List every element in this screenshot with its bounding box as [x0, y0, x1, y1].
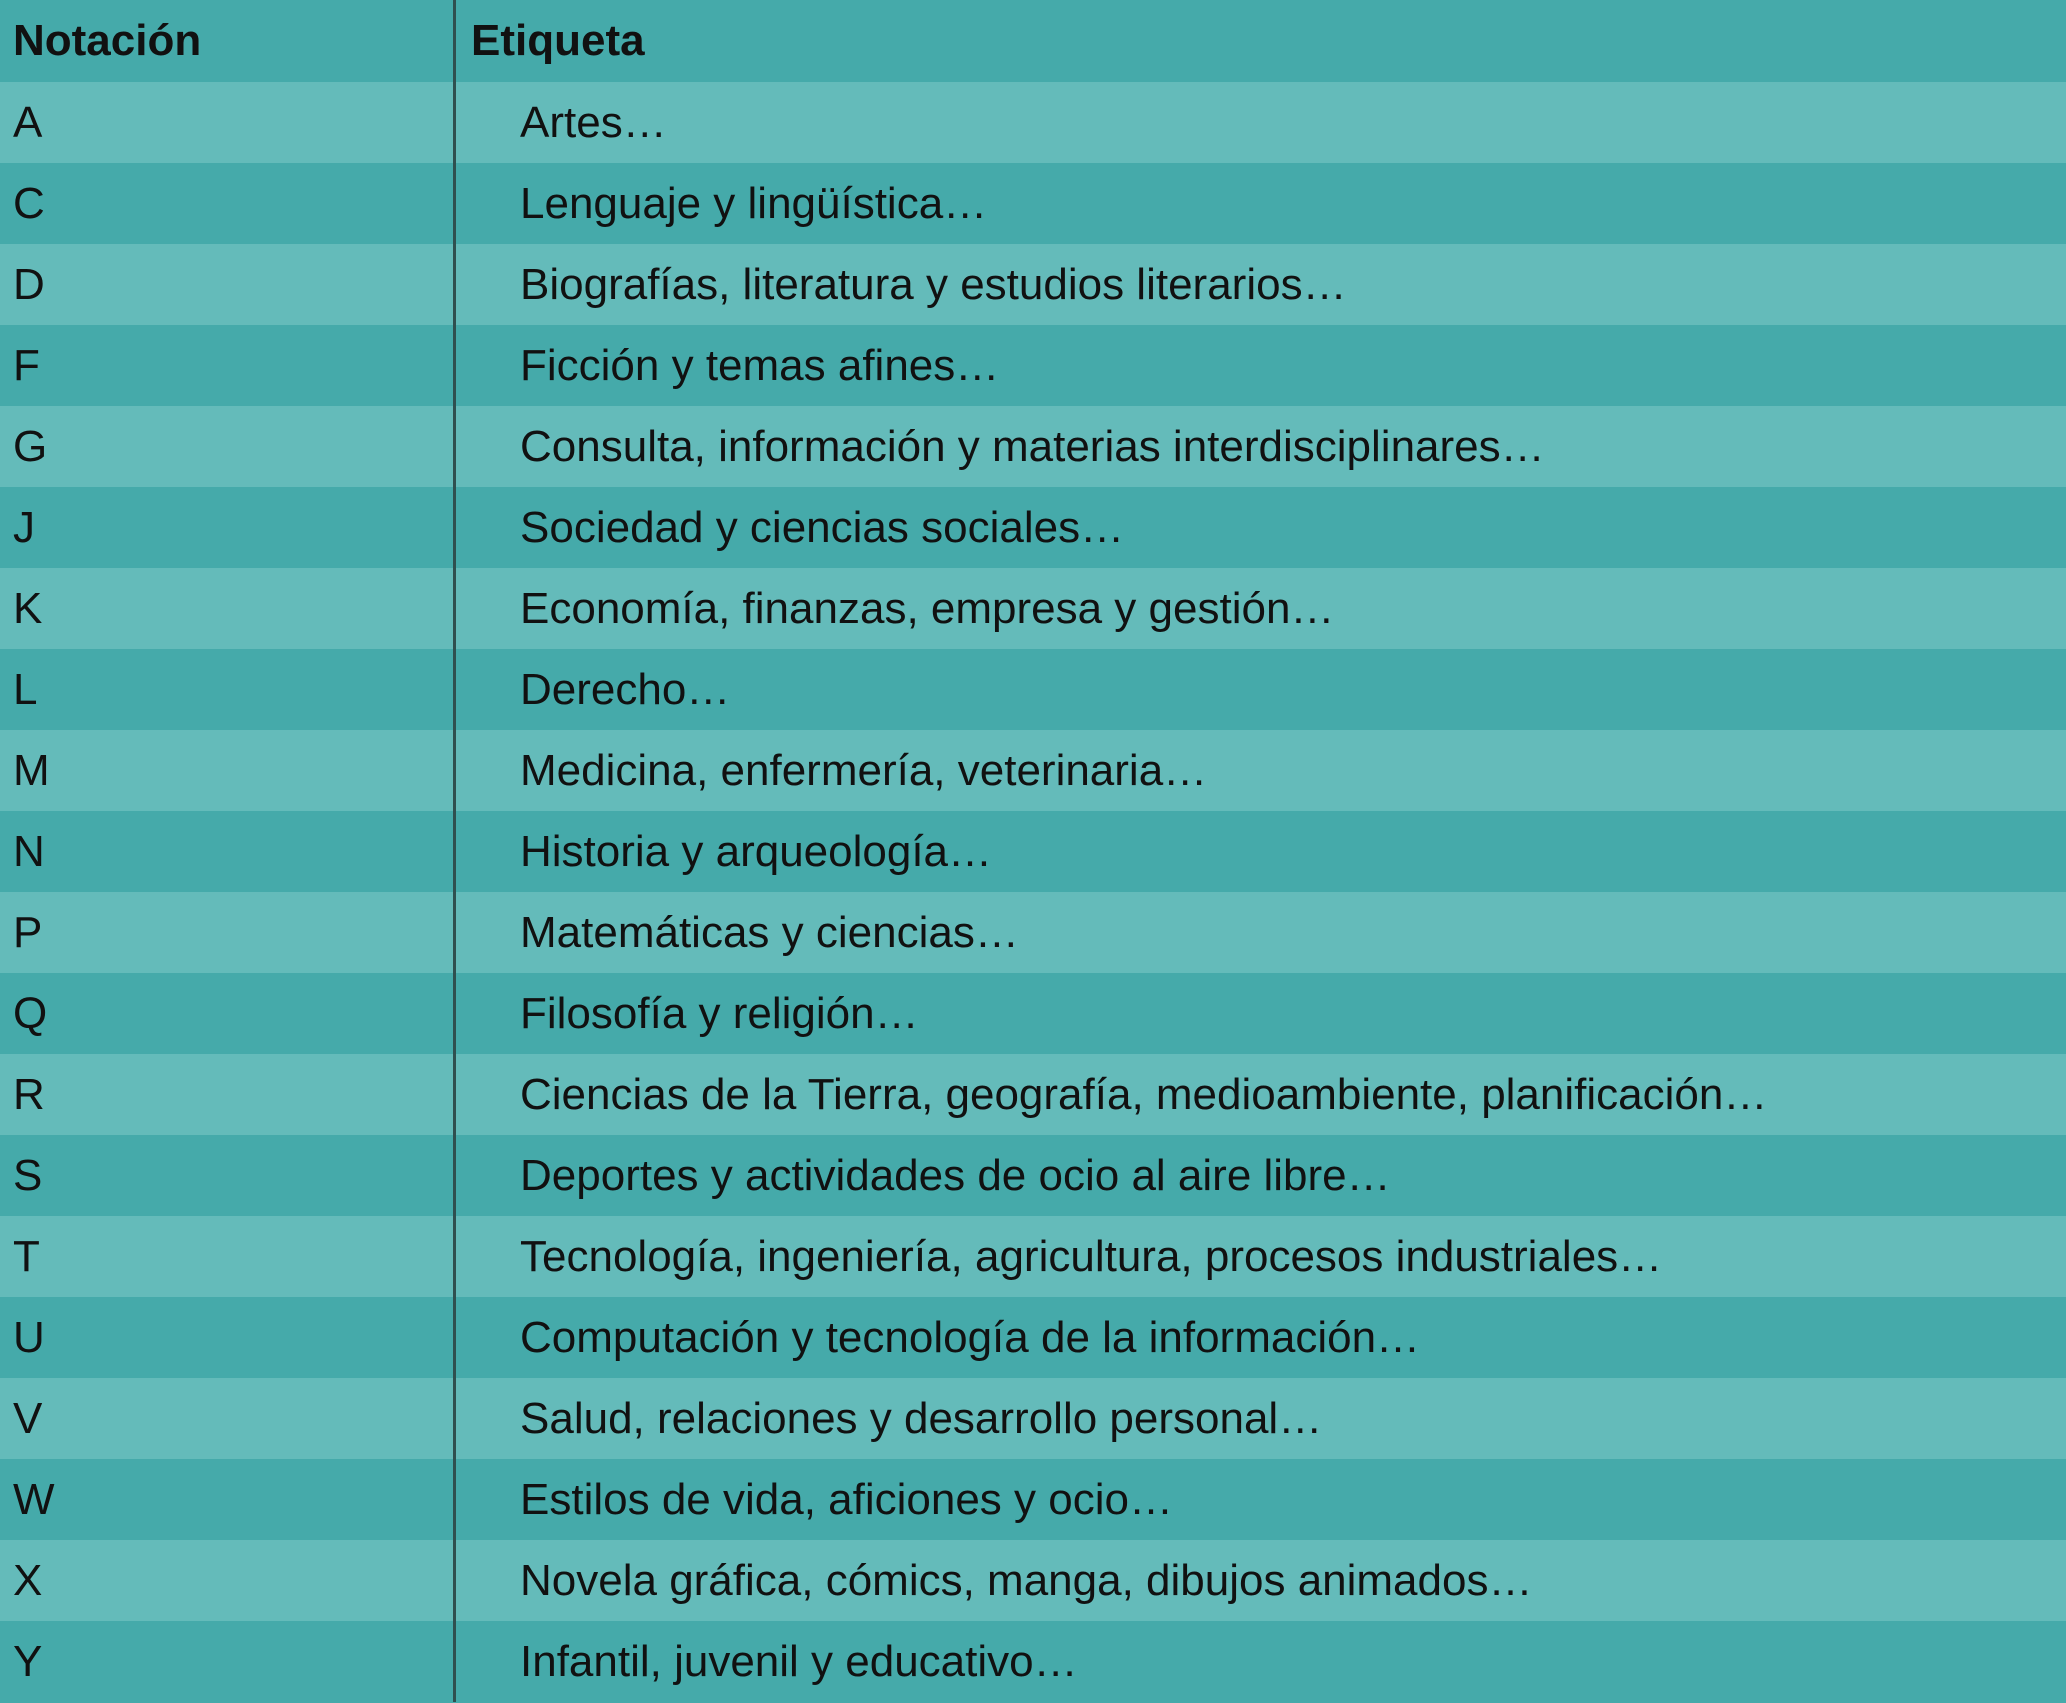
row-notation: J: [0, 487, 456, 568]
row-notation: T: [0, 1216, 456, 1297]
row-label: Ciencias de la Tierra, geografía, medioambiente, planificación…: [520, 1069, 1768, 1119]
row-label: Salud, relaciones y desarrollo personal…: [520, 1393, 1323, 1443]
table-row: [0, 973, 2066, 1054]
row-label: Deportes y actividades de ocio al aire libre…: [520, 1150, 1391, 1200]
header-notation: Notación: [0, 0, 456, 82]
row-notation: L: [0, 649, 456, 730]
table-row: [0, 1621, 2066, 1702]
row-notation: Y: [0, 1621, 456, 1702]
row-label: Consulta, información y materias interdisciplinares…: [520, 421, 1545, 471]
row-notation: Q: [0, 973, 456, 1054]
row-notation: K: [0, 568, 456, 649]
table-row: [0, 1459, 2066, 1540]
row-notation: V: [0, 1378, 456, 1459]
row-notation: F: [0, 325, 456, 406]
row-label: Filosofía y religión…: [520, 988, 919, 1038]
table-row: [0, 649, 2066, 730]
row-label: Computación y tecnología de la información…: [520, 1312, 1421, 1362]
table-row: [0, 568, 2066, 649]
table-row: [0, 325, 2066, 406]
row-label: Artes…: [520, 97, 667, 147]
table-row: [0, 892, 2066, 973]
row-notation: S: [0, 1135, 456, 1216]
row-notation: M: [0, 730, 456, 811]
table-row: [0, 1540, 2066, 1621]
row-notation: D: [0, 244, 456, 325]
row-label: Economía, finanzas, empresa y gestión…: [520, 583, 1335, 633]
row-notation: X: [0, 1540, 456, 1621]
table-row: [0, 406, 2066, 487]
table-row: [0, 1054, 2066, 1135]
row-label: Ficción y temas afines…: [520, 340, 1000, 390]
row-notation: A: [0, 82, 456, 163]
row-notation: C: [0, 163, 456, 244]
header-label: Etiqueta: [471, 16, 645, 65]
row-notation: W: [0, 1459, 456, 1540]
table-row: [0, 1216, 2066, 1297]
table-row: [0, 811, 2066, 892]
row-notation: R: [0, 1054, 456, 1135]
table-row: [0, 163, 2066, 244]
row-label: Matemáticas y ciencias…: [520, 907, 1019, 957]
table-row: [0, 1378, 2066, 1459]
row-label: Infantil, juvenil y educativo…: [520, 1636, 1078, 1686]
row-notation: G: [0, 406, 456, 487]
row-label: Lenguaje y lingüística…: [520, 178, 988, 228]
row-label: Novela gráfica, cómics, manga, dibujos animados…: [520, 1555, 1533, 1605]
table-row: [0, 82, 2066, 163]
row-label: Tecnología, ingeniería, agricultura, procesos industriales…: [520, 1231, 1663, 1281]
table-row: [0, 1297, 2066, 1378]
table-header-row: [0, 0, 2066, 82]
table-row: [0, 1135, 2066, 1216]
row-label: Derecho…: [520, 664, 731, 714]
row-label: Biografías, literatura y estudios literarios…: [520, 259, 1347, 309]
row-notation: U: [0, 1297, 456, 1378]
row-notation: P: [0, 892, 456, 973]
row-notation: N: [0, 811, 456, 892]
row-label: Medicina, enfermería, veterinaria…: [520, 745, 1208, 795]
table-row: [0, 487, 2066, 568]
table-row: [0, 730, 2066, 811]
table-row: [0, 244, 2066, 325]
row-label: Sociedad y ciencias sociales…: [520, 502, 1125, 552]
row-label: Estilos de vida, aficiones y ocio…: [520, 1474, 1173, 1524]
row-label: Historia y arqueología…: [520, 826, 993, 876]
